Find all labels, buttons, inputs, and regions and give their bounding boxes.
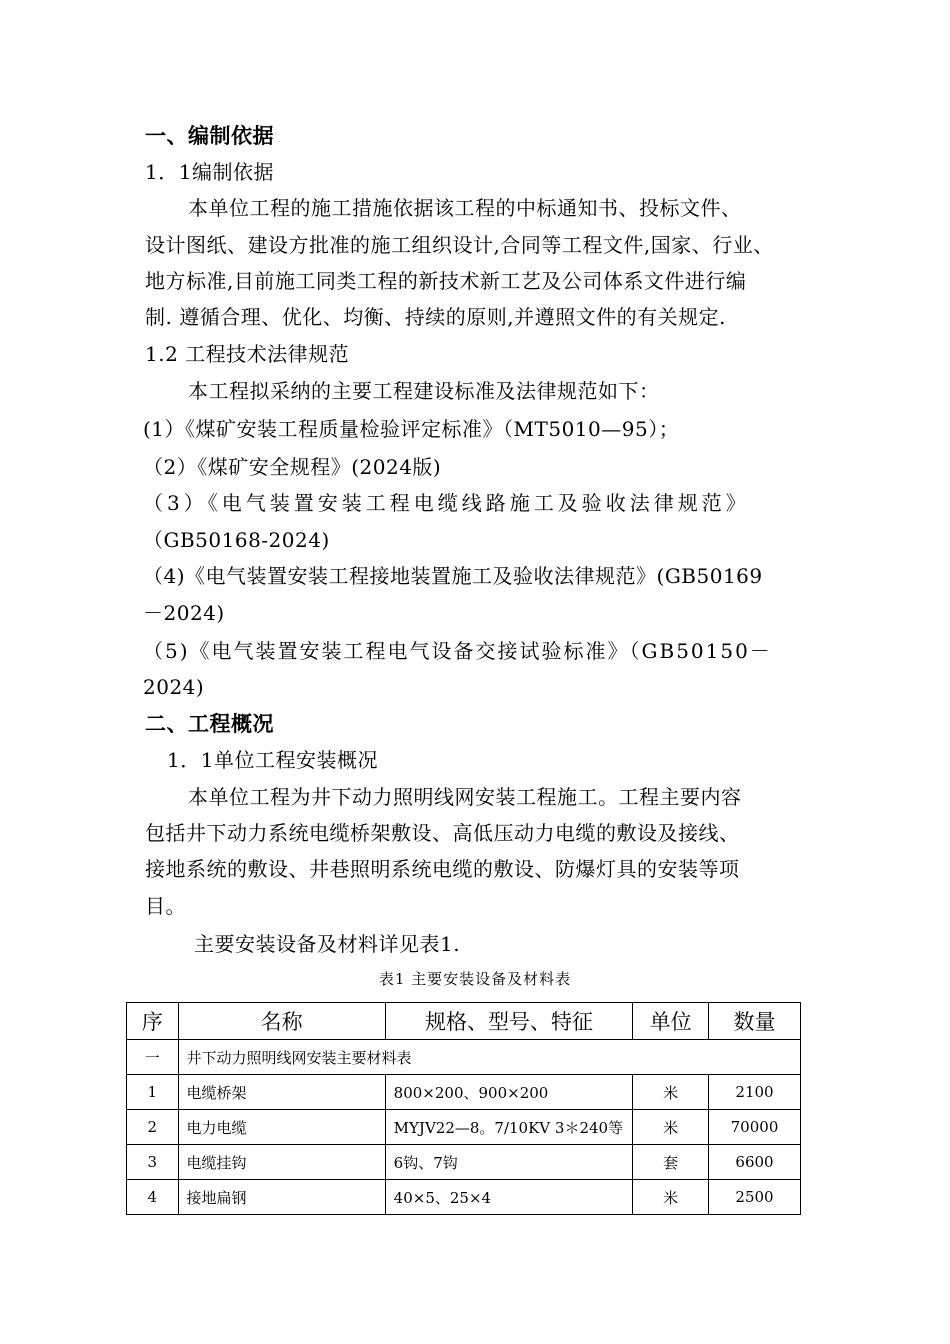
paragraph-line: 制. 遵循合理、优化、均衡、持续的原则,并遵照文件的有关规定. xyxy=(145,305,726,329)
row-qty: 2500 xyxy=(709,1180,801,1215)
paragraph-line: 接地系统的敷设、井巷照明系统电缆的敷设、防爆灯具的安装等项 xyxy=(145,857,740,881)
row-unit: 米 xyxy=(633,1075,709,1110)
header-spec: 规格、型号、特征 xyxy=(385,1003,633,1040)
paragraph-line: 目。 xyxy=(145,894,186,918)
row-unit: 米 xyxy=(633,1180,709,1215)
header-qty: 数量 xyxy=(709,1003,801,1040)
subsection-1-1: 1．1编制依据 xyxy=(145,160,274,184)
paragraph-line: 设计图纸、建设方批准的施工组织设计,合同等工程文件,国家、行业、 xyxy=(145,233,774,257)
row-unit: 米 xyxy=(633,1110,709,1145)
row-no: 1 xyxy=(127,1075,179,1110)
row-spec: 40×5、25×4 xyxy=(385,1180,633,1215)
table-row xyxy=(127,1075,801,1110)
reference-item: －2024) xyxy=(143,601,225,625)
row-qty: 70000 xyxy=(709,1110,801,1145)
header-unit: 单位 xyxy=(633,1003,709,1040)
paragraph-line: 本单位工程为井下动力照明线网安装工程施工。工程主要内容 xyxy=(188,785,742,809)
reference-item: （5)《电气装置安装工程电气设备交接试验标准》（GB50150－ xyxy=(143,639,772,663)
subsection-1-2: 1.2 工程技术法律规范 xyxy=(145,342,350,366)
row-spec: MYJV22—8。7/10KV 3＊240等 xyxy=(385,1110,633,1145)
header-no: 序 xyxy=(127,1003,179,1040)
row-spec: 800×200、900×200 xyxy=(385,1075,633,1110)
subsection-2-1: 1．1单位工程安装概况 xyxy=(167,748,378,772)
reference-item: （4)《电气装置安装工程接地装置施工及验收法律规范》(GB50169 xyxy=(143,564,763,588)
row-unit: 套 xyxy=(633,1145,709,1180)
paragraph-line: 本单位工程的施工措施依据该工程的中标通知书、投标文件、 xyxy=(188,196,742,220)
table-row xyxy=(127,1110,801,1145)
row-no: 4 xyxy=(127,1180,179,1215)
section-heading-2: 二、工程概况 xyxy=(145,711,274,736)
row-name: 电缆桥架 xyxy=(178,1075,385,1110)
row-qty: 2100 xyxy=(709,1075,801,1110)
row-qty: 6600 xyxy=(709,1145,801,1180)
row-no: 2 xyxy=(127,1110,179,1145)
paragraph-line: 包括井下动力系统电缆桥架敷设、高低压动力电缆的敷设及接线、 xyxy=(145,821,740,845)
paragraph-line: 主要安装设备及材料详见表1. xyxy=(194,932,461,956)
reference-item: （2）《煤矿安全规程》(2024版) xyxy=(143,455,442,479)
row-spec: 6钩、7钩 xyxy=(385,1145,633,1180)
reference-item: (1）《煤矿安装工程质量检验评定标准》（MT5010—95）； xyxy=(143,417,680,441)
table-header-row xyxy=(127,1003,801,1040)
row-name: 电力电缆 xyxy=(178,1110,385,1145)
paragraph-line: 本工程拟采纳的主要工程建设标准及法律规范如下： xyxy=(188,379,660,403)
row-no: 3 xyxy=(127,1145,179,1180)
table-row xyxy=(127,1145,801,1180)
section-heading-1: 一、编制依据 xyxy=(145,123,274,148)
group-no: 一 xyxy=(127,1040,179,1075)
table-row xyxy=(127,1180,801,1215)
paragraph-line: 地方标准,目前施工同类工程的新技术新工艺及公司体系文件进行编 xyxy=(145,269,747,293)
row-name: 接地扁钢 xyxy=(178,1180,385,1215)
materials-table xyxy=(126,1002,801,1215)
reference-item: 2024) xyxy=(143,675,205,699)
table-caption: 表1 主要安装设备及材料表 xyxy=(378,970,572,988)
header-name: 名称 xyxy=(178,1003,385,1040)
reference-item: （3）《电气装置安装工程电缆线路施工及验收法律规范》 xyxy=(143,491,750,515)
group-label: 井下动力照明线网安装主要材料表 xyxy=(178,1040,800,1075)
row-name: 电缆挂钩 xyxy=(178,1145,385,1180)
reference-item: （GB50168-2024) xyxy=(143,528,330,552)
table-group-row xyxy=(127,1040,801,1075)
